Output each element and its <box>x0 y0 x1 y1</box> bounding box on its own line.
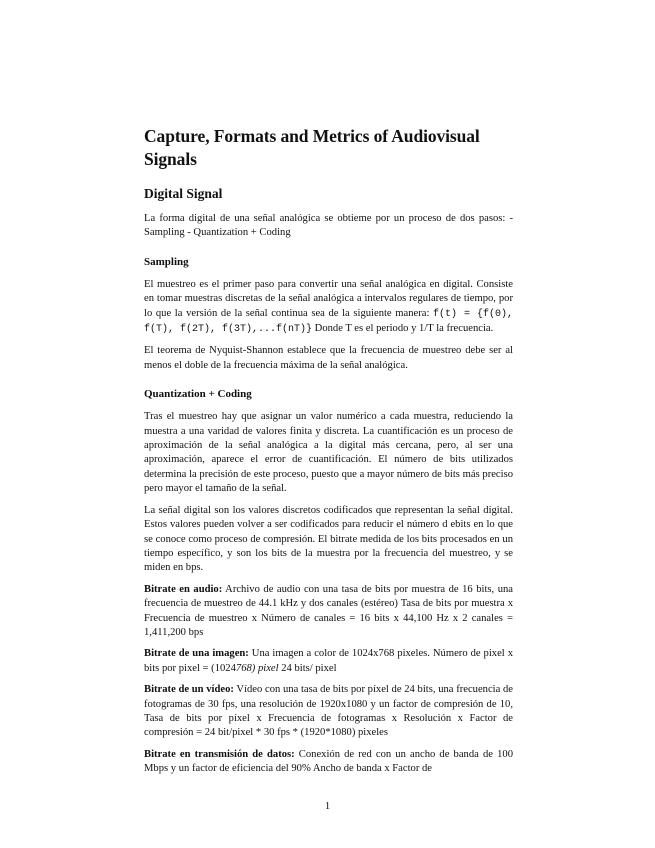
video-bitrate-paragraph <box>144 683 513 741</box>
coding-paragraph: La señal digital son los valores discretos codificados que representan la señal digital. Estos valores pueden volver a ser codificados para reducir el número d ebits en lo que se conoce como proceso de compresión. El bitrate medida de los bits procesados en un tiempo específico, y son los bits de la muestra por la frecuencia del muestreo, y se miden en bps. <box>144 504 513 574</box>
intro-paragraph: La forma digital de una señal analógica se obtieme por un proceso de dos pasos: - Sampling - Quantization + Coding <box>144 213 513 239</box>
image-bitrate-text-em: 768) pixel <box>235 662 279 674</box>
document-page <box>144 125 513 784</box>
network-bitrate-label: Bitrate en transmisión de datos: <box>144 748 295 760</box>
network-bitrate-text: Conexión de red con un ancho de banda de 100 Mbps y un factor de eficiencia del 90% Ancho de banda x Factor de <box>144 748 513 775</box>
nyquist-paragraph: El teorema de Nyquist-Shannon establece que la frecuencia de muestreo debe ser al menos el doble de la frecuencia máxima de la señal analógica. <box>144 345 513 371</box>
video-bitrate-text: Vídeo con una tasa de bits por píxel de 24 bits, una frecuencia de fotogramas de 30 fps, una resolución de 1920x1080 y un factor de compresión de 10, Tasa de bits por píxel x Frecuencia de fotogramas x Resolución x Factor de compresión = 24 bit/pixel * 30 fps * (1920*1080) pixeles <box>144 684 513 739</box>
video-bitrate-label: Bitrate de un vídeo: <box>144 684 234 696</box>
image-bitrate-text-a: Una imagen a color de 1024x768 pixeles. Número de pixel x bits por pixel = (1024 <box>144 648 513 674</box>
network-bitrate-paragraph <box>144 748 513 777</box>
image-bitrate-label: Bitrate de una imagen: <box>144 648 249 660</box>
document-title: Capture, Formats and Metrics of Audiovisual Signals <box>144 126 480 169</box>
sampling-paragraph <box>144 278 513 338</box>
page-number: 1 <box>324 800 331 812</box>
audio-bitrate-label: Bitrate en audio: <box>144 583 223 595</box>
audio-bitrate-paragraph <box>144 583 513 641</box>
subsection-heading-sampling: Sampling <box>144 255 189 268</box>
sampling-formula: f(t) = {f(0), f(T), f(2T), f(3T),...f(nT)} <box>144 308 513 336</box>
section-heading-digital-signal: Digital Signal <box>144 186 223 201</box>
quantization-paragraph: Tras el muestreo hay que asignar un valor numérico a cada muestra, reduciendo la muestra a una varidad de valores finita y discreta. La cuantificación es un proceso de aproximación de la señal analógica a la digital más cercana, pero, al ser una aproximación, aparece el error de cuantificación. El número de bits utilizados determina la precisión de este proceso, puesto que a mayor número de bits más preciso pero mayor el tamaño de la señal. <box>144 411 513 495</box>
image-bitrate-text-b: 24 bits/ pixel <box>278 662 337 674</box>
audio-bitrate-text: Archivo de audio con una tasa de bits por muestra de 16 bits, una frecuencia de muestreo de 44.1 kHz y dos canales (estéreo) Tasa de bits por muestra x Frecuencia de muestreo x Número de canales = 16 bits x 44,100 Hz x 2 canales = 1,411,200 bps <box>144 583 513 638</box>
sampling-tail: Donde T es el periodo y 1/T la frecuencia. <box>312 323 494 335</box>
image-bitrate-paragraph <box>144 647 513 676</box>
sampling-text: El muestreo es el primer paso para convertir una señal analógica en digital. Consiste en tomar muestras discretas de la señal analógica a intervalos regulares de tiempo, por lo que la versión de la señal continua sea de la siguiente manera: <box>144 278 513 319</box>
subsection-heading-quantization: Quantization + Coding <box>144 388 252 401</box>
